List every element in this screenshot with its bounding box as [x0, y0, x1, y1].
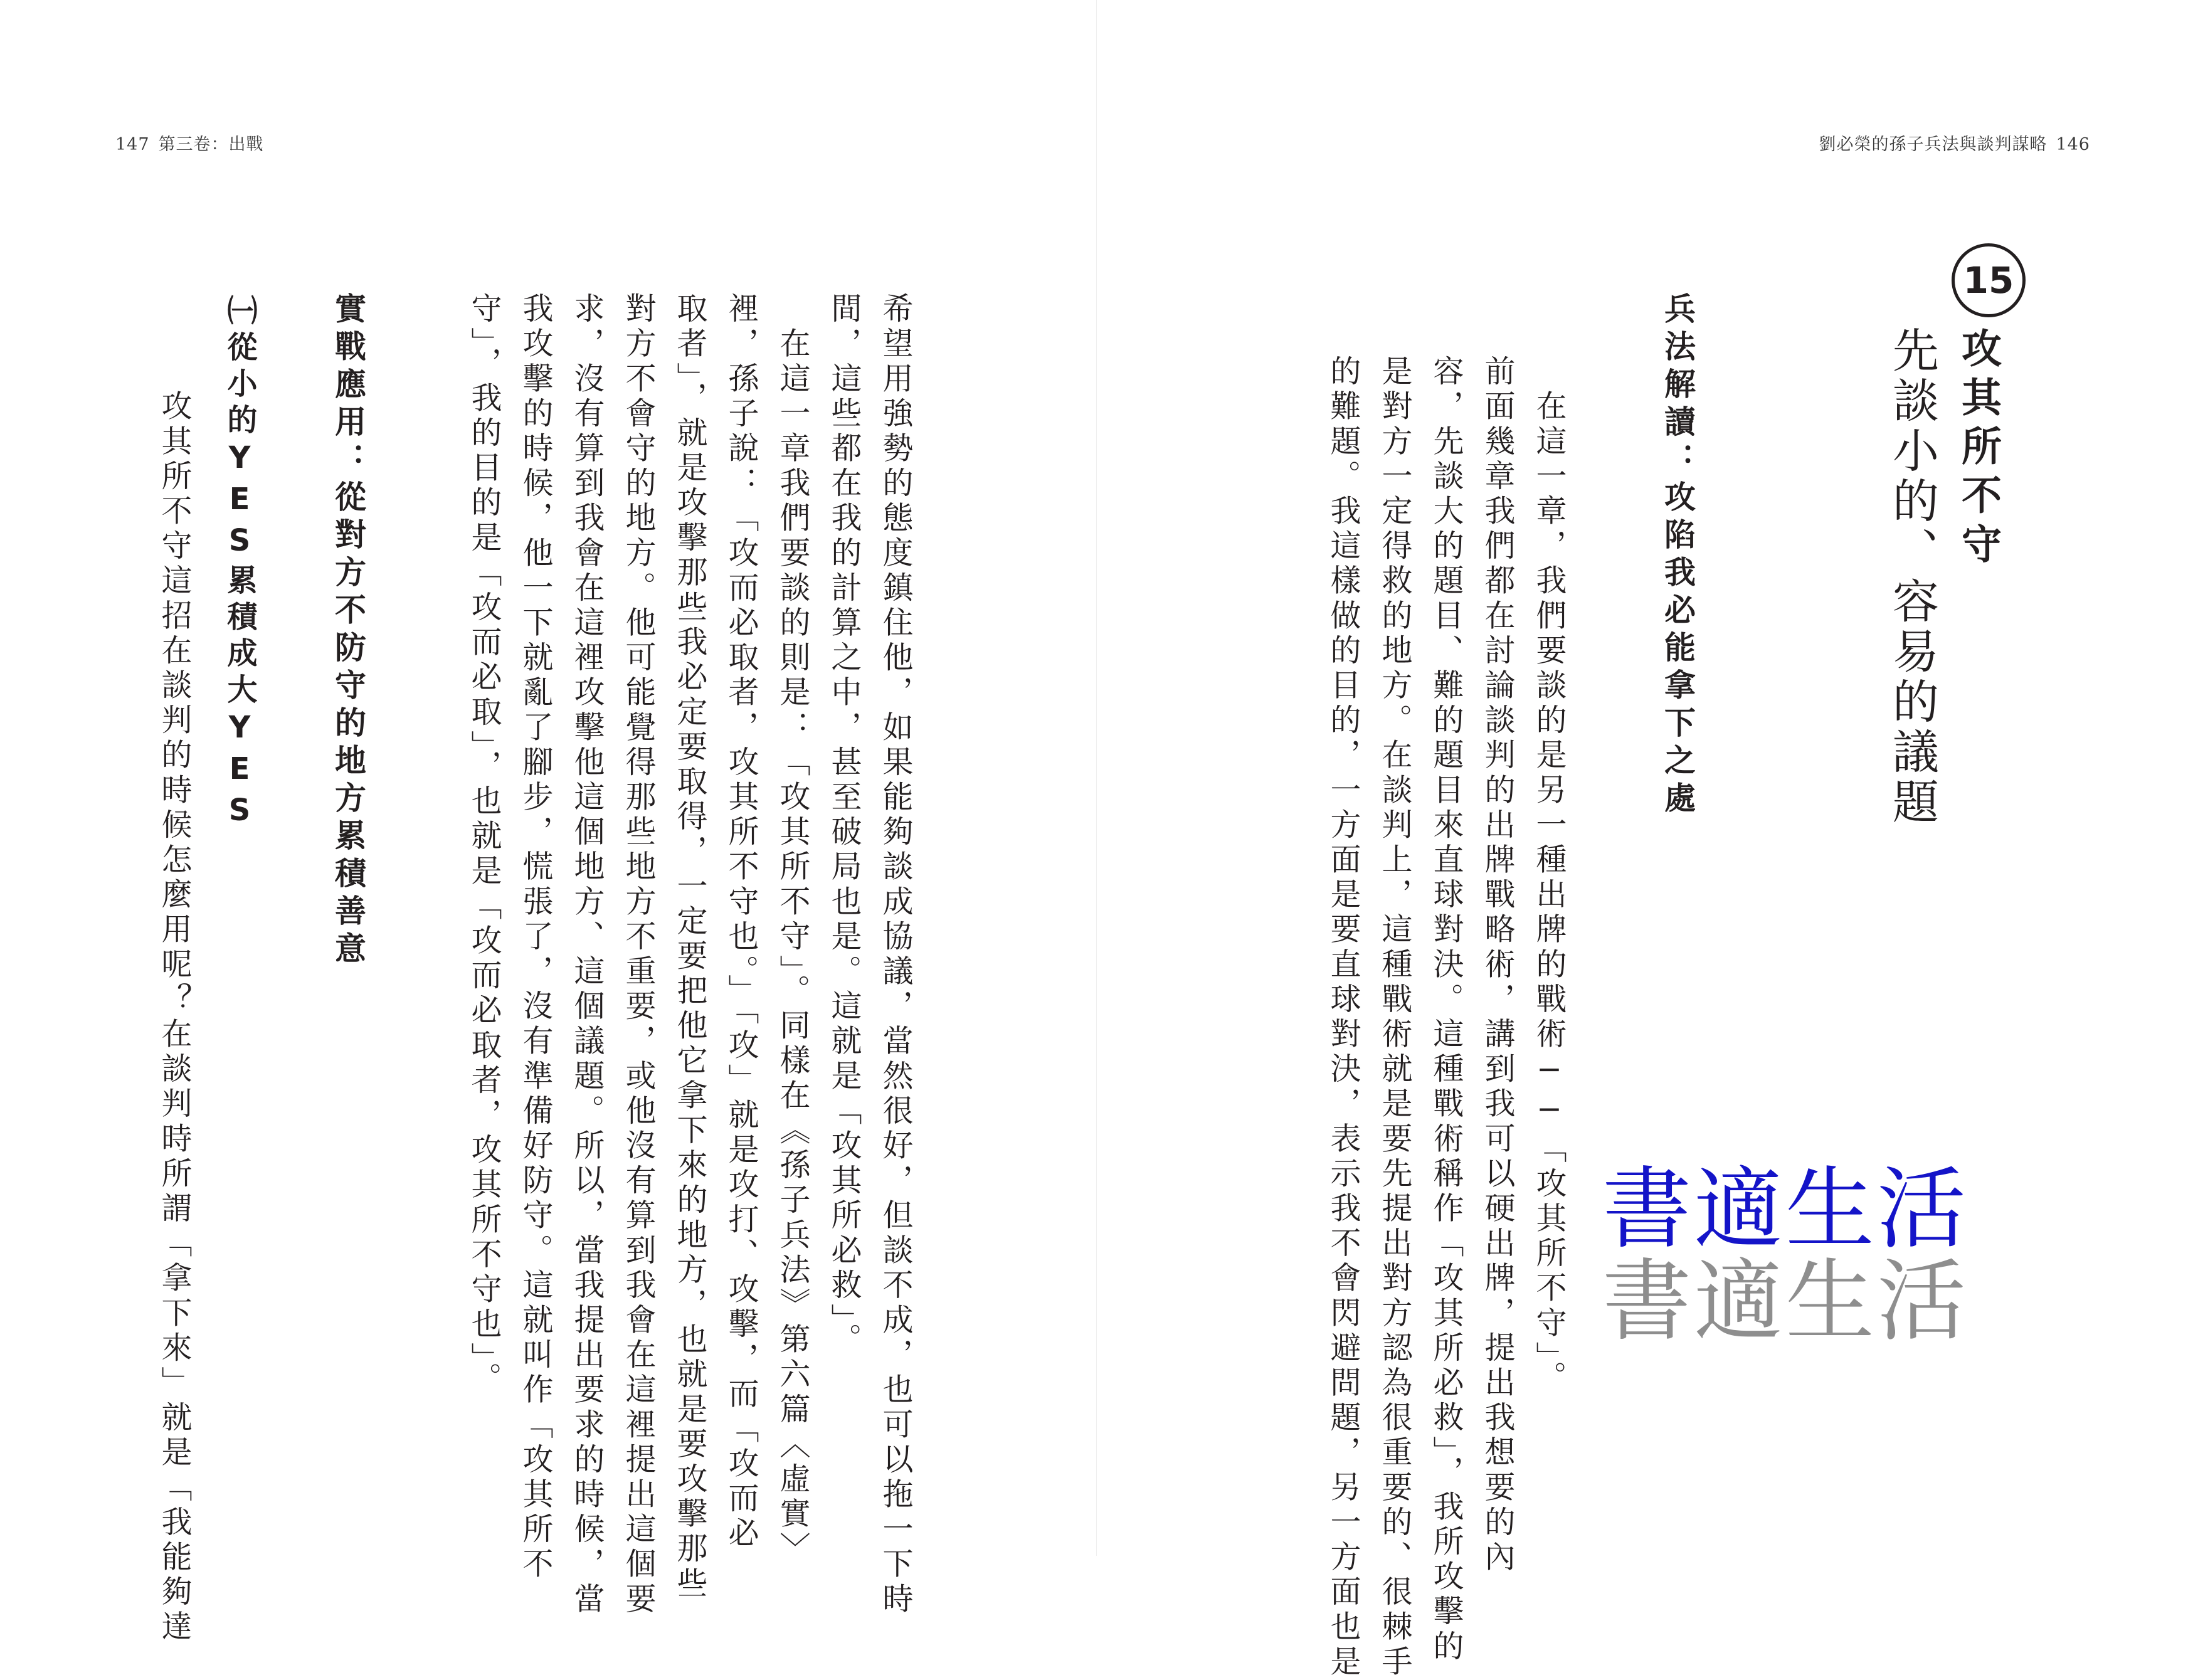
page-gutter — [1096, 0, 1097, 1556]
right-page-number: 146 — [2056, 135, 2090, 154]
right-text-column-3: 容，先談大的題目、難的題目來直球對決。這種戰術稱作「攻其所必救」，我所攻擊的 — [1429, 355, 1464, 1665]
left-text-column-1: 希望用強勢的態度鎮住他，如果能夠談成協議，當然很好，但談不成，也可以拖一下時 — [878, 292, 914, 1617]
left-section-title: 第三卷：出戰 — [158, 135, 264, 154]
book-title: 劉必榮的孫子兵法與談判謀略 — [1819, 135, 2048, 154]
left-text-column-7: 求，沒有算到我會在這裡攻擊他這個地方、這個議題。所以，當我提出要求的時候，當 — [569, 292, 605, 1617]
right-running-head — [1819, 130, 2099, 155]
chapter-title-main: 攻其所不守 — [1955, 327, 2001, 572]
left-text-column-2: 間，這些都在我的計算之中，甚至破局也是。這就是「攻其所必救」。 — [827, 292, 862, 1358]
left-text-column-6: 對方不會守的地方。他可能覺得那些地方不重要，或他沒有算到我會在這裡提出這個要 — [621, 292, 657, 1617]
left-page-number: 147 — [115, 135, 150, 154]
right-text-column-1: 在這一章，我們要談的是另一種出牌的戰術──「攻其所不守」。 — [1531, 355, 1567, 1396]
sub-heading: ㈠從小的YES累積成大YES — [222, 295, 257, 834]
left-text-column-8: 我攻擊的時候，他一下就亂了腳步，慌張了，沒有準備好防守。這就叫作「攻其所不 — [518, 292, 554, 1583]
right-text-column-4: 是對方一定得救的地方。在談判上，這種戰術就是要先提出對方認為很重要的、很棘手 — [1377, 355, 1413, 1680]
left-text-column-4: 裡，孫子說：「攻而必取者，攻其所不守也。」「攻」就是攻打、攻擊，而「攻而必 — [724, 292, 759, 1552]
left-text-column-9: 守」，我的目的是「攻而必取」，也就是「攻而必取者，攻其所不守也」。 — [467, 292, 502, 1397]
left-running-head — [107, 130, 264, 155]
interpretation-heading: 兵法解讀：攻陷我必能拿下之處 — [1659, 292, 1696, 819]
left-text-column-5: 取者」，就是攻擊那些我必定要取得，一定要把他它拿下來的地方，也就是要攻擊那些 — [672, 292, 708, 1602]
right-text-column-5: 的難題。我這樣做的目的，一方面是要直球對決，表示我不會閃避問題，另一方面也是 — [1326, 355, 1361, 1680]
chapter-title-sub: 先談小的、容易的議題 — [1885, 326, 1939, 828]
right-text-column-2: 前面幾章我們都在討論談判的出牌戰略術，講到我可以硬出牌，提出我想要的內 — [1480, 355, 1516, 1575]
left-text-column-10: 攻其所不守這招在談判的時候怎麼用呢？在談判時所謂「拿下來」就是「我能夠達 — [157, 355, 193, 1646]
practice-heading: 實戰應用：從對方不防守的地方累積善意 — [330, 292, 366, 969]
left-text-column-3: 在這一章我們要談的則是：「攻其所不守」。同樣在《孫子兵法》第六篇〈虛實〉 — [775, 292, 811, 1567]
watermark-blue: 書適生活 — [1602, 1158, 1968, 1261]
chapter-number-badge: 15 — [1952, 243, 2026, 317]
watermark-gray: 書適生活 — [1602, 1250, 1968, 1353]
